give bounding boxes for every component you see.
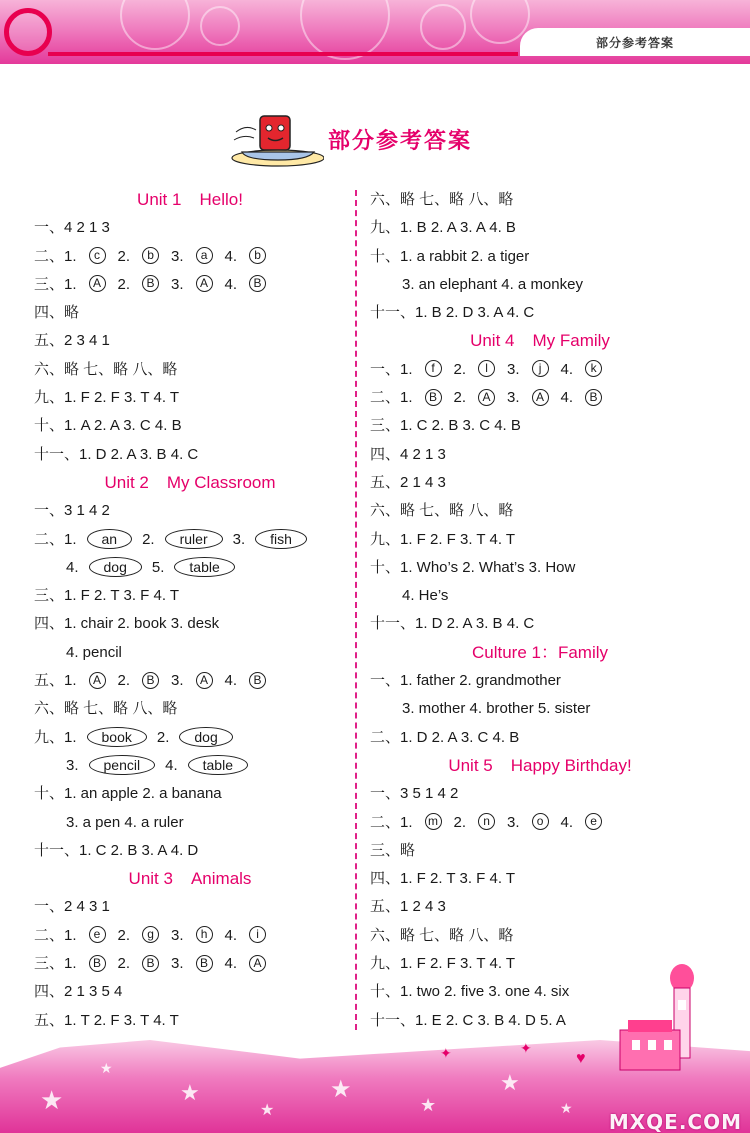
answer-line bbox=[34, 893, 346, 921]
circled-word: dog bbox=[179, 727, 232, 747]
answer-text: 九、1. bbox=[34, 728, 77, 746]
answer-text: 十、1. two 2. five 3. one 4. six bbox=[370, 983, 570, 1001]
answer-text: 九、1. F 2. F 3. T 4. T bbox=[370, 530, 516, 548]
answer-text: 4. bbox=[560, 813, 574, 831]
unit-heading-part: My Family bbox=[532, 331, 610, 351]
answer-text: 5. bbox=[151, 558, 165, 576]
answer-line bbox=[34, 582, 346, 610]
answer-text: 2. bbox=[453, 813, 467, 831]
decor-bubble bbox=[300, 0, 390, 60]
decor-bubble bbox=[420, 4, 466, 50]
answer-text: 十、1. A 2. A 3. C 4. B bbox=[34, 417, 182, 435]
unit-heading bbox=[34, 186, 346, 214]
circled-letter: e bbox=[585, 813, 602, 830]
answer-text: 一、1. bbox=[370, 360, 413, 378]
circled-letter: j bbox=[532, 360, 549, 377]
answer-text: 3. an elephant 4. a monkey bbox=[402, 275, 583, 293]
circled-letter: A bbox=[478, 389, 495, 406]
answer-text: 十、1. an apple 2. a banana bbox=[34, 785, 222, 803]
answer-text: 2. bbox=[117, 672, 131, 690]
circled-letter: B bbox=[142, 955, 159, 972]
answer-line bbox=[370, 809, 710, 837]
header-label-box bbox=[520, 28, 750, 56]
answer-text: 一、1. father 2. grandmother bbox=[370, 672, 561, 690]
circled-letter: B bbox=[142, 275, 159, 292]
answer-line bbox=[370, 186, 710, 214]
unit-heading-part: Culture 1：Family bbox=[471, 642, 609, 662]
circled-word: an bbox=[87, 529, 133, 549]
answer-line bbox=[34, 724, 346, 752]
answer-text: 十、1. a rabbit 2. a tiger bbox=[370, 247, 530, 265]
star-icon: ★ bbox=[420, 1095, 437, 1115]
answer-line bbox=[370, 582, 710, 610]
answer-text: 3. bbox=[171, 955, 184, 973]
left-column bbox=[34, 186, 346, 1035]
answer-text: 3. bbox=[66, 756, 79, 774]
unit-heading-part: Unit 4 bbox=[470, 331, 515, 351]
answer-line bbox=[34, 809, 346, 837]
answer-text: 一、3 1 4 2 bbox=[34, 502, 110, 520]
answer-line bbox=[370, 384, 710, 412]
circled-letter: b bbox=[142, 247, 159, 264]
unit-heading-part: Happy Birthday! bbox=[510, 755, 632, 775]
unit-heading bbox=[34, 865, 346, 893]
answer-text: 五、1. bbox=[34, 672, 77, 690]
answer-line bbox=[34, 441, 346, 469]
bird-icon: ✦ bbox=[520, 1040, 532, 1056]
star-icon: ★ bbox=[500, 1070, 520, 1095]
circled-letter: A bbox=[532, 389, 549, 406]
answer-text: 六、略 七、略 八、略 bbox=[370, 926, 514, 944]
answer-line bbox=[34, 667, 346, 695]
answer-line bbox=[370, 469, 710, 497]
circled-letter: m bbox=[425, 813, 442, 830]
answer-text: 五、1 2 4 3 bbox=[370, 898, 446, 916]
answer-text: 十一、1. E 2. C 3. B 4. D 5. A bbox=[370, 1011, 566, 1029]
unit-heading-part: Unit 1 bbox=[137, 190, 182, 209]
answer-text: 2. bbox=[117, 247, 131, 265]
answer-text: 六、略 七、略 八、略 bbox=[370, 502, 514, 520]
answer-text: 九、1. F 2. F 3. T 4. T bbox=[34, 389, 180, 407]
answer-line bbox=[370, 667, 710, 695]
circled-letter: n bbox=[478, 813, 495, 830]
answer-text: 2. bbox=[453, 389, 467, 407]
answer-text: 四、2 1 3 5 4 bbox=[34, 983, 123, 1001]
answer-text: 三、1. bbox=[34, 275, 77, 293]
answer-line bbox=[34, 950, 346, 978]
circled-word: table bbox=[174, 557, 234, 577]
header-ring-icon bbox=[4, 8, 52, 56]
answer-line bbox=[34, 922, 346, 950]
answer-text: 4. bbox=[560, 360, 574, 378]
answer-text: 2. bbox=[142, 530, 155, 548]
answer-text: 三、1. C 2. B 3. C 4. B bbox=[370, 417, 521, 435]
heart-icon: ♥ bbox=[576, 1050, 586, 1067]
answer-text: 十一、1. C 2. B 3. A 4. D bbox=[34, 841, 199, 859]
answer-line bbox=[34, 356, 346, 384]
unit-heading bbox=[370, 752, 710, 780]
answer-line bbox=[370, 780, 710, 808]
answer-text: 3. bbox=[171, 672, 184, 690]
unit-heading-part: My Classroom bbox=[166, 472, 276, 492]
title-area bbox=[228, 108, 528, 170]
answer-text: 十一、1. D 2. A 3. B 4. C bbox=[34, 445, 199, 463]
unit-heading-part: Hello! bbox=[199, 190, 243, 209]
answer-line bbox=[34, 837, 346, 865]
answer-line bbox=[34, 978, 346, 1006]
answer-line bbox=[34, 695, 346, 723]
unit-heading-part: Unit 2 bbox=[104, 472, 149, 492]
answer-text: 4. bbox=[224, 275, 238, 293]
decor-bubble bbox=[120, 0, 190, 50]
answer-text: 3. bbox=[507, 360, 520, 378]
circled-letter: A bbox=[196, 672, 213, 689]
answer-text: 一、2 4 3 1 bbox=[34, 898, 110, 916]
answer-line bbox=[34, 384, 346, 412]
answer-line bbox=[34, 271, 346, 299]
answer-line bbox=[370, 837, 710, 865]
answer-line bbox=[370, 214, 710, 242]
answer-line bbox=[370, 695, 710, 723]
answer-text: 九、1. B 2. A 3. A 4. B bbox=[370, 219, 516, 237]
answer-text: 4. bbox=[66, 558, 79, 576]
answer-text: 3. mother 4. brother 5. sister bbox=[402, 700, 591, 718]
answer-text: 4. bbox=[224, 955, 238, 973]
answer-line bbox=[370, 243, 710, 271]
answer-text: 十、1. Who’s 2. What’s 3. How bbox=[370, 558, 576, 576]
answer-text: 四、1. F 2. T 3. F 4. T bbox=[370, 870, 516, 888]
answer-text: 3. bbox=[507, 389, 520, 407]
circled-letter: B bbox=[196, 955, 213, 972]
answer-text: 二、1. bbox=[34, 926, 77, 944]
unit-heading bbox=[370, 639, 710, 667]
answer-text: 4. He’s bbox=[402, 587, 449, 605]
right-column bbox=[370, 186, 710, 1035]
unit-heading bbox=[370, 327, 710, 355]
answer-text: 2. bbox=[156, 728, 170, 746]
star-icon: ★ bbox=[330, 1076, 352, 1103]
answer-line bbox=[370, 412, 710, 440]
circled-letter: e bbox=[89, 926, 106, 943]
answer-text: 3. bbox=[232, 530, 246, 548]
answer-text: 六、略 七、略 八、略 bbox=[370, 191, 514, 208]
answer-text: 二、1. bbox=[370, 389, 413, 407]
answer-text: 十一、1. B 2. D 3. A 4. C bbox=[370, 304, 535, 322]
answer-text: 4. bbox=[560, 389, 574, 407]
answer-line bbox=[34, 214, 346, 242]
answer-line bbox=[370, 299, 710, 327]
circled-word: ruler bbox=[165, 529, 223, 549]
answer-text: 3. bbox=[171, 275, 184, 293]
star-icon: ★ bbox=[40, 1085, 64, 1115]
circled-word: dog bbox=[89, 557, 142, 577]
star-icon: ★ bbox=[180, 1080, 200, 1105]
answer-line bbox=[370, 893, 710, 921]
bird-icon: ✦ bbox=[440, 1045, 452, 1061]
answer-line bbox=[34, 526, 346, 554]
answer-text: 二、1. D 2. A 3. C 4. B bbox=[370, 728, 520, 746]
answer-line bbox=[370, 271, 710, 299]
answer-line bbox=[370, 922, 710, 950]
circled-word: book bbox=[87, 727, 147, 747]
answer-text: 四、略 bbox=[34, 304, 80, 322]
watermark-text: MXQE.COM bbox=[608, 1110, 742, 1133]
answer-line bbox=[370, 610, 710, 638]
answer-line bbox=[34, 412, 346, 440]
circled-letter: B bbox=[249, 672, 266, 689]
unit-heading bbox=[34, 469, 346, 497]
circled-letter: b bbox=[249, 247, 266, 264]
answer-text: 二、1. bbox=[34, 530, 77, 548]
answer-text: 九、1. F 2. F 3. T 4. T bbox=[370, 955, 516, 973]
answer-text: 一、4 2 1 3 bbox=[34, 219, 110, 237]
page-title: 部分参考答案 bbox=[328, 128, 473, 153]
circled-letter: A bbox=[89, 672, 106, 689]
answer-text: 2. bbox=[117, 955, 131, 973]
answer-line bbox=[34, 299, 346, 327]
answer-line bbox=[370, 724, 710, 752]
answer-text: 三、1. bbox=[34, 955, 77, 973]
answer-line bbox=[34, 497, 346, 525]
circled-letter: c bbox=[89, 247, 106, 264]
answer-text: 四、4 2 1 3 bbox=[370, 445, 446, 463]
answer-text: 3. bbox=[507, 813, 520, 831]
answer-text: 三、略 bbox=[370, 841, 416, 859]
star-icon: ★ bbox=[560, 1100, 573, 1116]
circled-letter: B bbox=[142, 672, 159, 689]
header-rule bbox=[48, 52, 518, 56]
circled-letter: i bbox=[249, 926, 266, 943]
answer-text: 六、略 七、略 八、略 bbox=[34, 360, 178, 378]
answer-text: 四、1. chair 2. book 3. desk bbox=[34, 615, 220, 633]
column-divider bbox=[355, 190, 357, 1030]
circled-letter: o bbox=[532, 813, 549, 830]
unit-heading-part: Unit 5 bbox=[448, 755, 493, 775]
answer-line bbox=[34, 243, 346, 271]
circled-letter: a bbox=[196, 247, 213, 264]
circled-letter: A bbox=[249, 955, 266, 972]
boat-mascot-icon bbox=[228, 108, 324, 170]
header-label: 部分参考答案 bbox=[595, 35, 674, 50]
answer-text: 2. bbox=[117, 926, 131, 944]
circled-word: table bbox=[188, 755, 248, 775]
circled-letter: h bbox=[196, 926, 213, 943]
answer-text: 二、1. bbox=[370, 813, 413, 831]
answer-text: 五、2 1 4 3 bbox=[370, 473, 446, 491]
answer-line bbox=[370, 356, 710, 384]
answer-line bbox=[34, 327, 346, 355]
answer-text: 二、1. bbox=[34, 247, 77, 265]
circled-letter: g bbox=[142, 926, 159, 943]
answer-line bbox=[34, 752, 346, 780]
circled-letter: A bbox=[196, 275, 213, 292]
answer-text: 五、2 3 4 1 bbox=[34, 332, 110, 350]
circled-word: fish bbox=[255, 529, 307, 549]
circled-letter: B bbox=[249, 275, 266, 292]
answer-line bbox=[370, 497, 710, 525]
answer-line bbox=[370, 554, 710, 582]
answer-line bbox=[34, 639, 346, 667]
answer-text: 3. a pen 4. a ruler bbox=[66, 813, 184, 831]
answer-text: 3. bbox=[171, 926, 184, 944]
circled-letter: A bbox=[89, 275, 106, 292]
answer-line bbox=[34, 780, 346, 808]
circled-word: pencil bbox=[89, 755, 156, 775]
star-icon: ★ bbox=[100, 1060, 113, 1076]
answer-text: 三、1. F 2. T 3. F 4. T bbox=[34, 587, 180, 605]
answer-line bbox=[370, 526, 710, 554]
answer-line bbox=[34, 554, 346, 582]
circled-letter: B bbox=[89, 955, 106, 972]
circled-letter: B bbox=[585, 389, 602, 406]
unit-heading-part: Unit 3 bbox=[128, 869, 173, 889]
answer-line bbox=[34, 1007, 346, 1035]
circled-letter: k bbox=[585, 360, 602, 377]
decor-bubble bbox=[200, 6, 240, 46]
answer-line bbox=[370, 865, 710, 893]
answer-text: 2. bbox=[117, 275, 131, 293]
circled-letter: l bbox=[478, 360, 495, 377]
circled-letter: f bbox=[425, 360, 442, 377]
castle-icon bbox=[612, 960, 712, 1080]
answer-text: 六、略 七、略 八、略 bbox=[34, 700, 178, 718]
answer-text: 五、1. T 2. F 3. T 4. T bbox=[34, 1011, 179, 1029]
answer-text: 3. bbox=[171, 247, 184, 265]
star-icon: ★ bbox=[260, 1102, 275, 1119]
answer-text: 4. bbox=[224, 926, 238, 944]
answer-text: 一、3 5 1 4 2 bbox=[370, 785, 459, 803]
circled-letter: B bbox=[425, 389, 442, 406]
answer-line bbox=[370, 441, 710, 469]
answer-line bbox=[34, 610, 346, 638]
answer-text: 2. bbox=[453, 360, 467, 378]
unit-heading-part: Animals bbox=[190, 869, 252, 889]
answer-text: 4. bbox=[165, 756, 178, 774]
answer-text: 4. pencil bbox=[66, 643, 122, 661]
answer-text: 4. bbox=[224, 672, 238, 690]
answer-text: 4. bbox=[224, 247, 238, 265]
answer-text: 十一、1. D 2. A 3. B 4. C bbox=[370, 615, 535, 633]
